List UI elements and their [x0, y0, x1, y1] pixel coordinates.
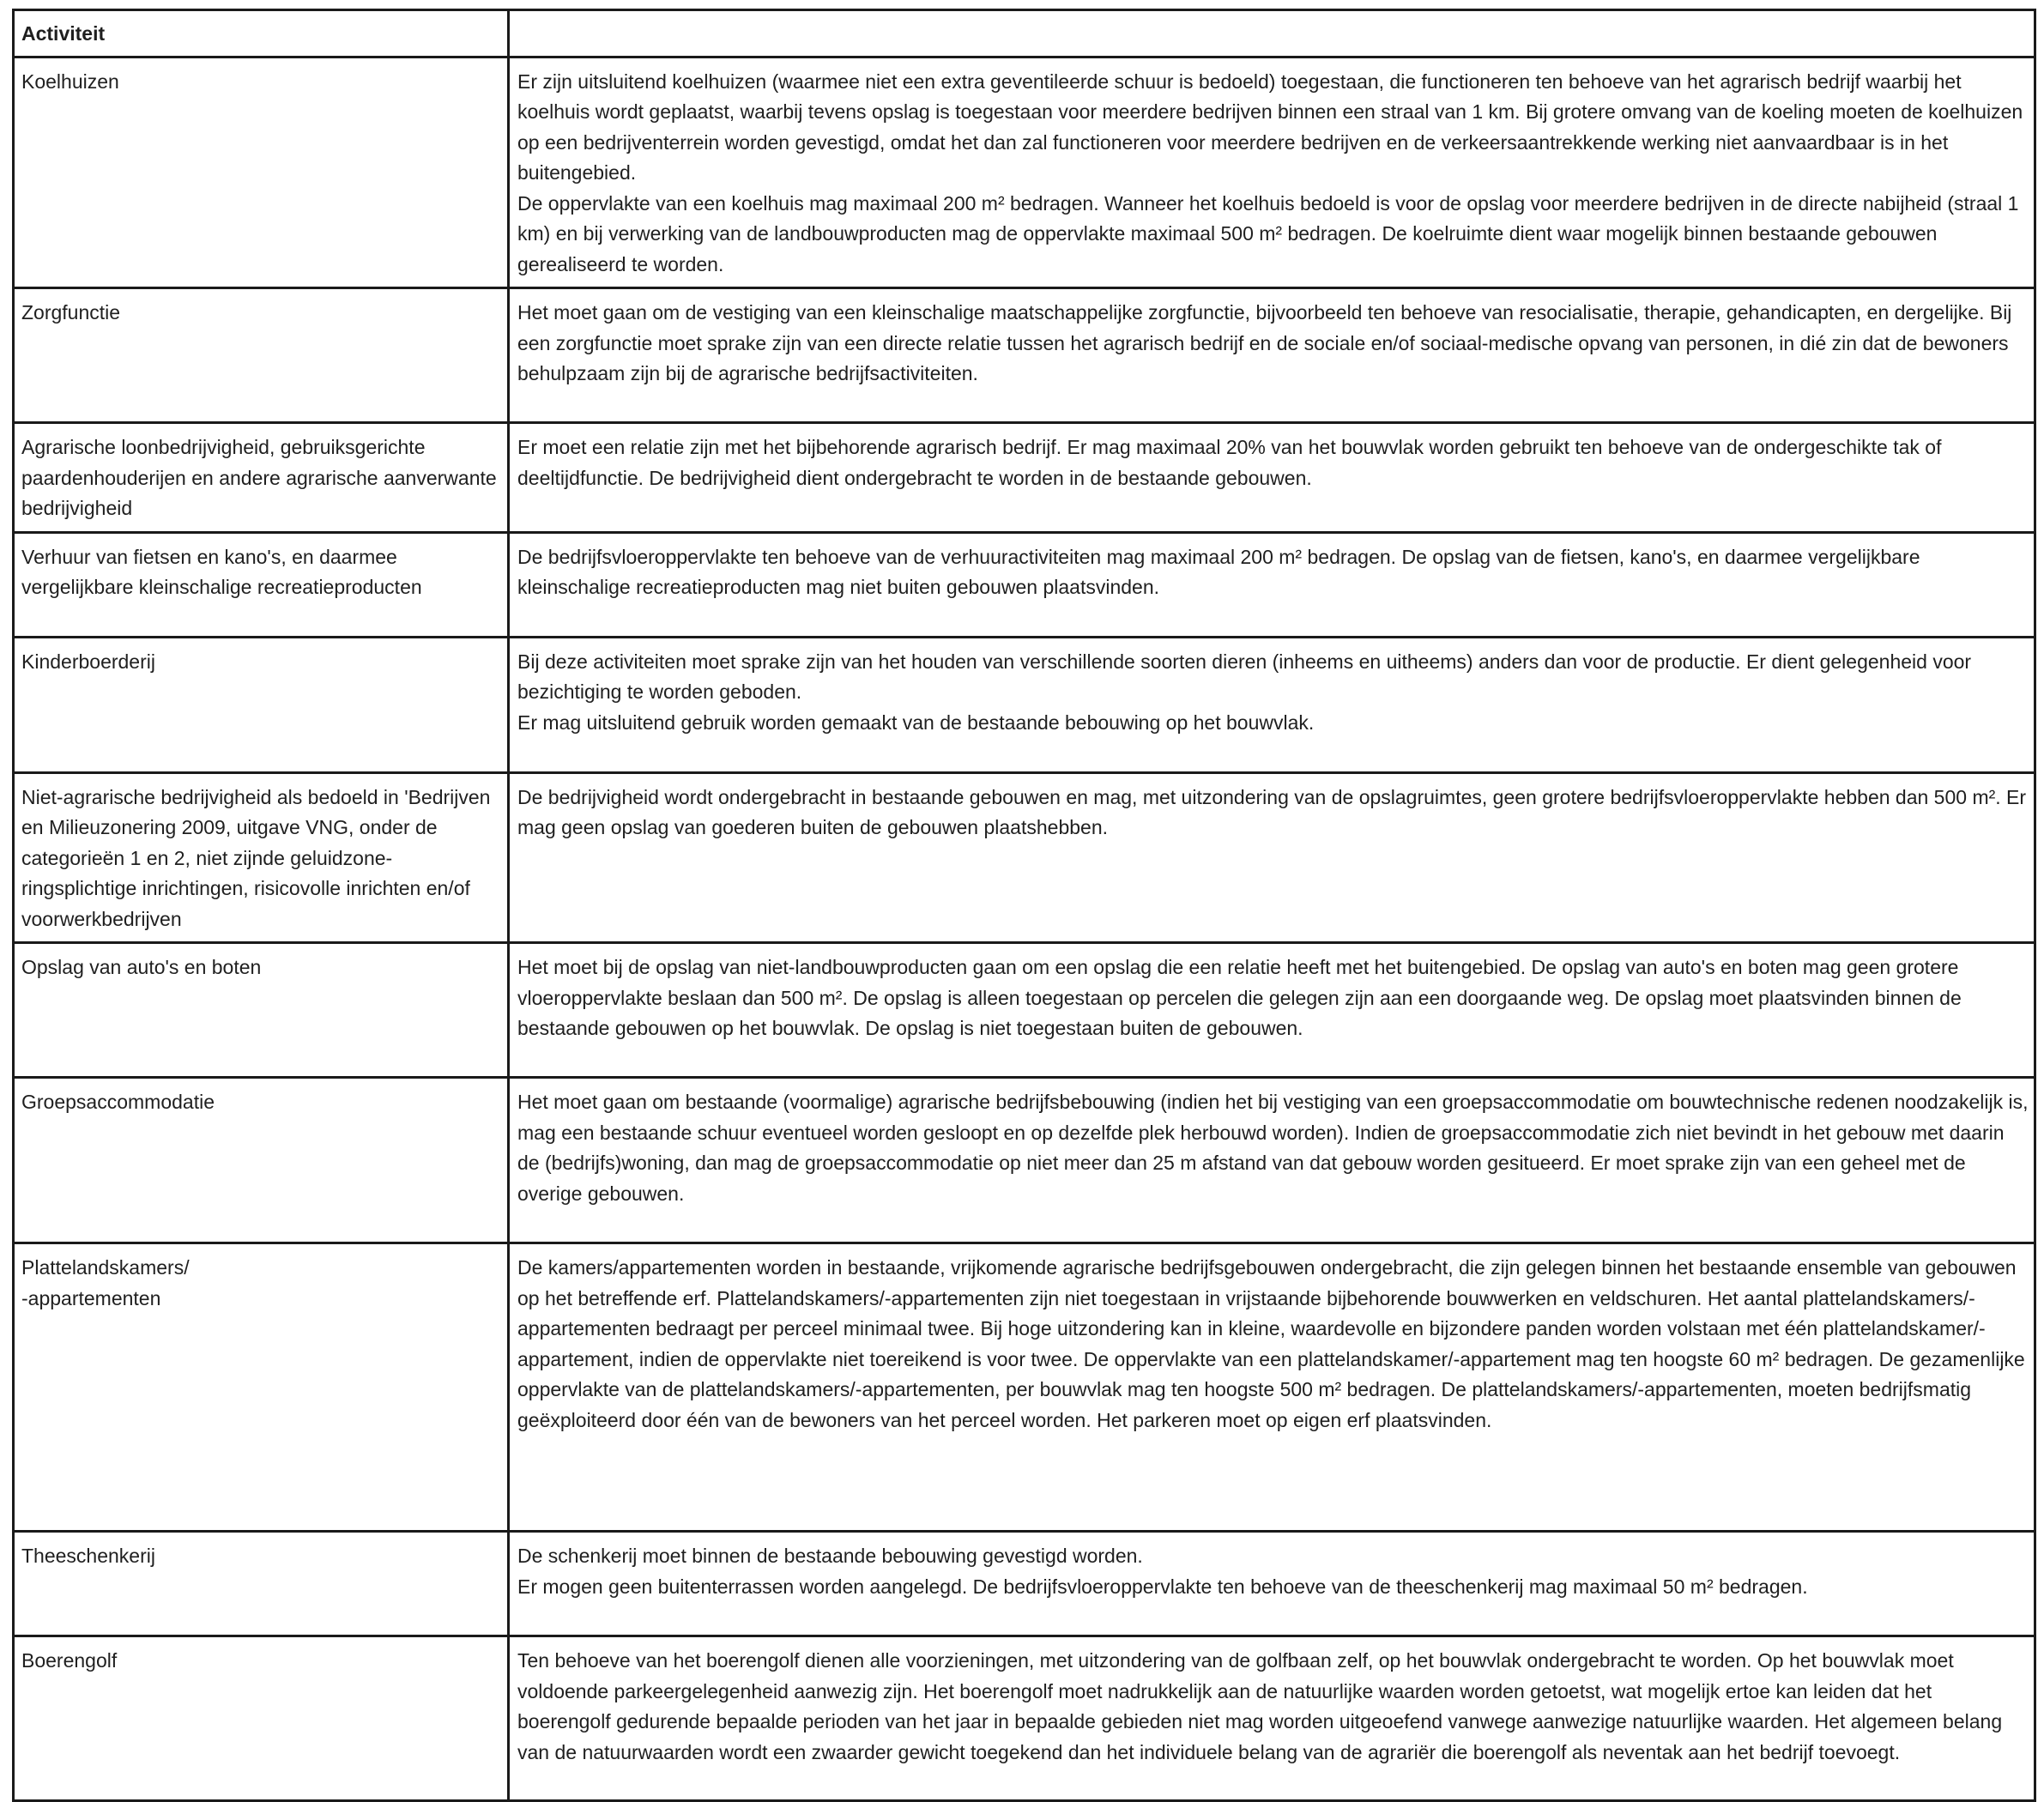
activity-cell: Theeschenkerij — [14, 1532, 509, 1636]
activity-cell: Groepsaccommodatie — [14, 1078, 509, 1243]
description-cell — [509, 423, 2035, 533]
activity-cell — [14, 1243, 509, 1532]
description-cell — [509, 637, 2035, 772]
description-paragraph: De kamers/appartementen worden in bestaande, vrijkomende agrarische bedrijfsgebouwen ondergebracht, die zijn gelegen binnen het bestaande ensemble van gebouwen op het betreffende erf. Plattelandskamers/-appartementen zijn niet toegestaan in vrijstaande bijbehorende bouwwerken en veldschuren. Het aantal plattelandskamers/-appartementen bedraagt per perceel minimaal twee. Bij hoge uitzondering kan in kleine, waardevolle en bijzondere panden worden volstaan met één plattelandskamer/-appartement, indien de oppervlakte niet toereikend is voor twee. De oppervlakte van een plattelandskamer/-appartement mag ten hoogste 60 m² bedragen. De gezamenlijke oppervlakte van de plattelandskamers/-appartementen, per bouwvlak mag ten hoogste 500 m² bedragen. De plattelandskamers/-appartementen, moeten bedrijfsmatig geëxploiteerd door één van de bewoners van het perceel worden. Het parkeren moet op eigen erf plaatsvinden. — [517, 1256, 2025, 1431]
table-row — [14, 1636, 2035, 1801]
table-row — [14, 1243, 2035, 1532]
activity-cell: Niet-agrarische bedrijvigheid als bedoeld in 'Bedrijven en Milieuzonering 2009, uitgave VNG, onder de categorieën 1 en 2, niet zijnde geluidzone- ringsplichtige inrichtingen, risicovolle inrichten en/of voorwerkbedrijven — [14, 772, 509, 943]
description-cell — [509, 1532, 2035, 1636]
description-cell — [509, 772, 2035, 943]
description-cell — [509, 943, 2035, 1078]
description-paragraph: De bedrijvigheid wordt ondergebracht in bestaande gebouwen en mag, met uitzondering van de opslagruimtes, geen grotere bedrijfsvloeroppervlakte hebben dan 500 m². Er mag geen opslag van goederen buiten de gebouwen plaatshebben. — [517, 785, 2027, 838]
activity-line: Plattelandskamers/ — [21, 1256, 190, 1279]
activity-cell: Koelhuizen — [14, 57, 509, 288]
table-row — [14, 288, 2035, 423]
description-paragraph: De bedrijfsvloeroppervlakte ten behoeve van de verhuuractiviteiten mag maximaal 200 m² bedragen. De opslag van de fietsen, kano's, en daarmee vergelijkbare kleinschalige recreatieproducten mag niet buiten gebouwen plaatsvinden. — [517, 545, 1920, 598]
activity-cell: Opslag van auto's en boten — [14, 943, 509, 1078]
table-row — [14, 1078, 2035, 1243]
description-paragraph: De oppervlakte van een koelhuis mag maximaal 200 m² bedragen. Wanneer het koelhuis bedoeld is voor de opslag voor meerdere bedrijven in de directe nabijheid (straal 1 km) en bij verwerking van de landbouwproducten mag de oppervlakte maximaal 500 m² bedragen. De koelruimte dient waar mogelijk binnen bestaande gebouwen gerealiseerd te worden. — [517, 191, 2019, 275]
description-cell — [509, 288, 2035, 423]
header-activity: Activiteit — [14, 10, 509, 57]
description-cell — [509, 57, 2035, 288]
activities-table — [12, 9, 2036, 1802]
description-paragraph: Het moet gaan om de vestiging van een kleinschalige maatschappelijke zorgfunctie, bijvoorbeeld ten behoeve van resocialisatie, therapie, gehandicapten, en dergelijke. Bij een zorgfunctie moet sprake zijn van een directe relatie tussen het agrarisch bedrijf en de sociale en/of sociaal-medische opvang van personen, in dié zin dat de bewoners behulpzaam zijn bij de agrarische bedrijfsactiviteiten. — [517, 301, 2012, 384]
description-cell — [509, 532, 2035, 637]
table-row — [14, 1532, 2035, 1636]
activity-cell: Verhuur van fietsen en kano's, en daarmee vergelijkbare kleinschalige recreatieproducten — [14, 532, 509, 637]
activity-line: -appartementen — [21, 1286, 161, 1309]
activity-cell: Zorgfunctie — [14, 288, 509, 423]
activity-cell: Agrarische loonbedrijvigheid, gebruiksgerichte paardenhouderijen en andere agrarische aanverwante bedrijvigheid — [14, 423, 509, 533]
header-description — [509, 10, 2035, 57]
table-row — [14, 532, 2035, 637]
description-paragraph: Er mogen geen buitenterrassen worden aangelegd. De bedrijfsvloeroppervlakte ten behoeve van de theeschenkerij mag maximaal 50 m² bedragen. — [517, 1575, 1808, 1598]
table-row — [14, 57, 2035, 288]
description-paragraph: Het moet bij de opslag van niet-landbouwproducten gaan om een opslag die een relatie heeft met het buitengebied. De opslag van auto's en boten mag geen grotere vloeroppervlakte beslaan dan 500 m². De opslag is alleen toegestaan op percelen die gelegen zijn aan een doorgaande weg. De opslag moet plaatsvinden binnen de bestaande gebouwen op het bouwvlak. De opslag is niet toegestaan buiten de gebouwen. — [517, 956, 1962, 1039]
description-paragraph: Er moet een relatie zijn met het bijbehorende agrarisch bedrijf. Er mag maximaal 20% van het bouwvlak worden gebruikt ten behoeve van de ondergeschikte tak of deeltijdfunctie. De bedrijvigheid dient ondergebracht te worden in de bestaande gebouwen. — [517, 436, 1942, 489]
description-paragraph: De schenkerij moet binnen de bestaande bebouwing gevestigd worden. — [517, 1545, 1143, 1567]
description-paragraph: Er zijn uitsluitend koelhuizen (waarmee niet een extra geventileerde schuur is bedoeld) toegestaan, die functioneren ten behoeve van het agrarisch bedrijf waarbij het koelhuis wordt geplaatst, waarbij tevens opslag is toegestaan voor meerdere bedrijven binnen een straal van 1 km. Bij grotere omvang van de koeling moeten de koelhuizen op een bedrijventerrein worden gevestigd, omdat het dan zal functioneren voor meerdere bedrijven en de verkeersaantrekkende werking niet aanvaardbaar is in het buitengebied. — [517, 70, 2023, 184]
table-header-row — [14, 10, 2035, 57]
description-cell — [509, 1636, 2035, 1801]
description-paragraph: Bij deze activiteiten moet sprake zijn van het houden van verschillende soorten dieren (inheems en uitheems) anders dan voor de productie. Er dient gelegenheid voor bezichtiging te worden geboden. — [517, 650, 1972, 703]
activity-cell: Kinderboerderij — [14, 637, 509, 772]
activity-cell: Boerengolf — [14, 1636, 509, 1801]
description-paragraph: Er mag uitsluitend gebruik worden gemaakt van de bestaande bebouwing op het bouwvlak. — [517, 711, 1315, 734]
table-row — [14, 943, 2035, 1078]
description-cell — [509, 1243, 2035, 1532]
description-paragraph: Ten behoeve van het boerengolf dienen alle voorzieningen, met uitzondering van de golfbaan zelf, op het bouwvlak ondergebracht te worden. Op het bouwvlak moet voldoende parkeergelegenheid aanwezig zijn. Het boerengolf moet nadrukkelijk aan de natuurlijke waarden worden getoetst, wat mogelijk ertoe kan leiden dat het boerengolf gedurende bepaalde perioden van het jaar in bepaalde gebieden niet mag worden uitgeoefend vanwege aanwezige natuurlijke waarden. Het algemeen belang van de natuurwaarden wordt een zwaarder gewicht toegekend dan het individuele belang van de agrariër die boerengolf als neventak aan het bedrijf toevoegt. — [517, 1649, 2003, 1763]
table-row — [14, 772, 2035, 943]
description-cell — [509, 1078, 2035, 1243]
description-paragraph: Het moet gaan om bestaande (voormalige) agrarische bedrijfsbebouwing (indien het bij vestiging van een groepsaccommodatie om bouwtechnische redenen noodzakelijk is, mag een bestaande schuur eventueel worden gesloopt en op dezelfde plek herbouwd worden). Indien de groepsaccommodatie zich niet bevindt in het gebouw met daarin de (bedrijfs)woning, dan mag de groepsaccommodatie op niet meer dan 25 m afstand van dat gebouw worden gesitueerd. Er moet sprake zijn van een geheel met de overige gebouwen. — [517, 1091, 2029, 1205]
table-row — [14, 423, 2035, 533]
table-row — [14, 637, 2035, 772]
